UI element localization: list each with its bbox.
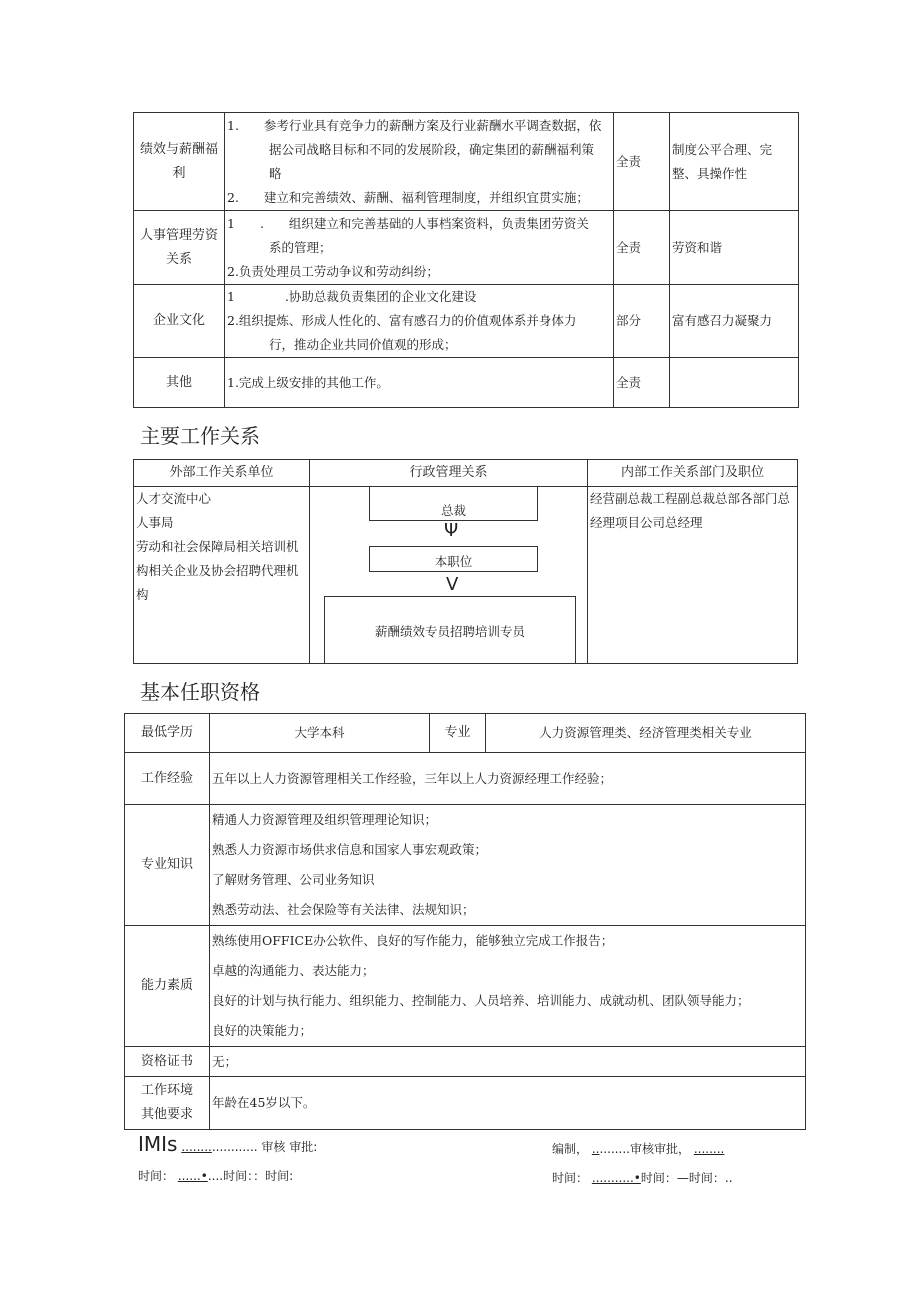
duty-area: 人事管理劳资关系 <box>134 211 225 285</box>
label-ability: 能力素质 <box>125 926 210 1047</box>
footer-text: 时间： <box>138 1169 175 1183</box>
duty-row <box>134 211 799 285</box>
duty-items <box>225 285 614 358</box>
label-major: 专业 <box>430 714 486 753</box>
section-title-qualifications: 基本任职资格 <box>140 680 260 704</box>
external-unit: 劳动和社会保障局相关培训机构相关企业及协会招聘代理机构 <box>136 539 299 602</box>
footer-left-line2 <box>138 1167 293 1184</box>
knowledge-item: 了解财务管理、公司业务知识 <box>212 872 375 887</box>
duty-row <box>134 113 799 211</box>
duty-standard: 富有感召力凝聚力 <box>670 285 799 358</box>
duties-table <box>133 112 799 408</box>
duty-item: 2.负责处理员工劳动争议和劳动纠纷； <box>227 263 439 279</box>
label-certificate: 资格证书 <box>125 1047 210 1077</box>
relations-header: 行政管理关系 <box>310 460 588 487</box>
knowledge-item: 精通人力资源管理及组织管理理论知识； <box>212 812 438 827</box>
footer-text: .. <box>591 1142 600 1156</box>
duty-item: 略 <box>269 165 282 181</box>
org-box-position: 本职位 <box>369 546 538 572</box>
connector-symbol: V <box>446 574 459 595</box>
footer-text: 时间：—时间：.. <box>640 1171 733 1185</box>
footer-text: ............ 审核 审批: <box>211 1140 318 1154</box>
org-box-president: 总裁 <box>369 486 538 521</box>
section-title-relations: 主要工作关系 <box>140 424 260 448</box>
footer-text: IMIs <box>138 1132 178 1156</box>
value-certificate: 无； <box>210 1047 806 1077</box>
duty-items <box>225 113 614 211</box>
external-unit: 人才交流中心 <box>136 491 212 506</box>
duty-scope: 全责 <box>614 358 670 408</box>
duty-item: 1.完成上级安排的其他工作。 <box>227 374 389 390</box>
ability-item: 良好的计划与执行能力、组织能力、控制能力、人员培养、培训能力、成就动机、团队领导能力； <box>212 993 750 1008</box>
label-line: 其他要求 <box>140 1107 193 1122</box>
label-experience: 工作经验 <box>125 753 210 805</box>
internal-units: 经营副总裁工程副总裁总部各部门总经理项目公司总经理 <box>588 487 798 664</box>
value-knowledge <box>210 805 806 926</box>
ability-item: 熟练使用OFFICE办公软件、良好的写作能力，能够独立完成工作报告； <box>212 933 614 948</box>
value-education: 大学本科 <box>210 714 430 753</box>
duty-item: 2. 建立和完善绩效、薪酬、福利管理制度，并组织宜贯实施； <box>227 189 589 205</box>
label-environment <box>125 1077 210 1130</box>
footer-right-line2 <box>552 1169 733 1186</box>
duty-item: 据公司战略目标和不同的发展阶段，确定集团的薪酬福利策 <box>269 141 595 157</box>
footer-right-line1 <box>552 1140 724 1157</box>
duty-standard: 劳资和谐 <box>670 211 799 285</box>
label-knowledge: 专业知识 <box>125 805 210 926</box>
external-units <box>134 487 310 664</box>
footer-text: ....时间：：时间: <box>207 1169 294 1183</box>
footer-text: ......• <box>177 1169 208 1183</box>
duty-row <box>134 285 799 358</box>
duty-standard <box>670 358 799 408</box>
relations-header: 外部工作关系单位 <box>134 460 310 487</box>
footer-text: ........审核审批， <box>599 1142 691 1156</box>
qualifications-table <box>124 713 806 1130</box>
knowledge-item: 熟悉人力资源市场供求信息和国家人事宏观政策； <box>212 842 488 857</box>
duty-item: 1 . 组织建立和完善基础的人事档案资料，负责集团劳资关 <box>227 215 589 231</box>
duty-item: 行，推动企业共同价值观的形成； <box>269 337 457 352</box>
duty-item: 系的管理； <box>269 239 332 255</box>
duty-area: 绩效与薪酬福利 <box>134 113 225 211</box>
duty-scope: 全责 <box>614 211 670 285</box>
footer-text: 时间： <box>552 1171 589 1185</box>
ability-item: 良好的决策能力； <box>212 1023 313 1038</box>
duty-items <box>225 358 614 408</box>
knowledge-item: 熟悉劳动法、社会保险等有关法律、法规知识； <box>212 902 475 917</box>
footer-text: ...........• <box>591 1171 641 1185</box>
connector-symbol: Ψ <box>444 520 459 541</box>
value-experience: 五年以上人力资源管理相关工作经验，三年以上人力资源经理工作经验； <box>210 753 806 805</box>
value-environment: 年龄在45岁以下。 <box>210 1077 806 1130</box>
org-box-subordinates: 薪酬绩效专员招聘培训专员 <box>324 596 576 664</box>
duty-item: 1. 参考行业具有竞争力的薪酬方案及行业薪酬水平调查数据，依 <box>227 117 602 133</box>
label-education: 最低学历 <box>125 714 210 753</box>
relations-header: 内部工作关系部门及职位 <box>588 460 798 487</box>
label-line: 工作环境 <box>140 1083 193 1098</box>
duty-item: 1 .协助总裁负责集团的企业文化建设 <box>227 289 477 304</box>
duty-items <box>225 211 614 285</box>
footer-text: 编制， <box>552 1142 589 1156</box>
duty-standard: 制度公平合理、完整、具操作性 <box>670 113 799 211</box>
duty-area: 其他 <box>134 358 225 408</box>
ability-item: 卓越的沟通能力、表达能力； <box>212 963 375 978</box>
footer-left-line1 <box>138 1132 317 1156</box>
footer-text: ........ <box>181 1140 212 1154</box>
duty-scope: 全责 <box>614 113 670 211</box>
duty-row <box>134 358 799 408</box>
value-major: 人力资源管理类、经济管理类相关专业 <box>486 714 806 753</box>
duty-scope: 部分 <box>614 285 670 358</box>
duty-area: 企业文化 <box>134 285 225 358</box>
duty-item: 2.组织提炼、形成人性化的、富有感召力的价值观体系并身体力 <box>227 313 577 328</box>
external-unit: 人事局 <box>136 515 174 530</box>
footer-text: ........ <box>693 1142 725 1156</box>
value-ability <box>210 926 806 1047</box>
